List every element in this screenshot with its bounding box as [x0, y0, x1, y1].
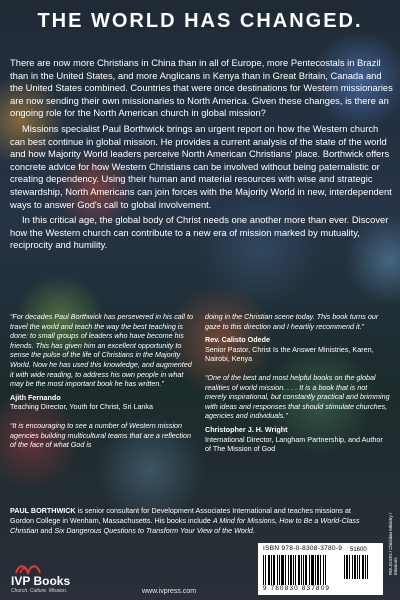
- endorser-role: Senior Pastor, Christ Is the Answer Ministries, Karen, Nairobi, Kenya: [205, 344, 374, 364]
- endorsement-quote: “One of the best and most helpful books on the global realities of world mission. . . . It is a book that is not merely inspirational, but constantly practical and brimming with ideas and responses that should stimulate churches, agencies and individuals.”: [205, 372, 390, 421]
- endorser-name: Christopher J. H. Wright: [205, 424, 288, 434]
- endorsement-quote: doing in the Christian scene today. This book turns our gaze to this direction and I heartily recommend it.”: [205, 312, 379, 331]
- category-label: RELIGION / Christian Ministry / Missions: [388, 512, 398, 575]
- endorsement-quote: “For decades Paul Borthwick has persevered in his call to travel the world and teach the way the best teaching is done: to small groups of leaders who have become his friends. This has given him an excellent opportunity to sense the pulse of the life of Christians in the Majority World. Now he has used this knowledge, and augmented it with wide reading, to address his own people in what may be the most important book he has written.”: [10, 312, 193, 389]
- endorser-name: Ajith Fernando: [10, 392, 61, 402]
- description-paragraph: In this critical age, the global body of Christ needs one another more than ever. Discover how the Western church can contribute to a new era of mission marked by mutuality, reciprocity and humility.: [10, 214, 389, 251]
- description: [10, 57, 395, 255]
- endorsements-left: [10, 312, 195, 450]
- price-code: 51600: [350, 547, 367, 553]
- endorser-role: Teaching Director, Youth for Christ, Sri Lanka: [10, 402, 154, 412]
- endorsement-quote: “It is encouraging to see a number of Western mission agencies building multicultural teams that are a reflection of the face of what God is: [10, 420, 191, 450]
- barcode: [258, 543, 383, 595]
- endorser-role: International Director, Langham Partnership, and Author of The Mission of God: [205, 434, 383, 454]
- ean-digits: 9 780830 837809: [263, 585, 331, 592]
- endorser-name: Rev. Calisto Odede: [205, 335, 270, 345]
- barcode-stripe: [325, 555, 326, 585]
- isbn: ISBN 978-0-8308-3780-9: [263, 545, 343, 552]
- publisher-tagline: Church. Culture. Mission.: [11, 588, 68, 594]
- description-paragraph: There are now more Christians in China than in all of Europe, more Pentecostals in Brazil than in the United States, and more Anglicans in Kenya than in Great Britain, Canada and the United States combined. Countries that were once destinations for Western missionaries are now sending their own missionaries to North America. Given these changes, is there an ongoing role for the North American church in global mission?: [10, 57, 393, 119]
- publisher-name: IVP Books: [11, 574, 71, 588]
- bio-text: .: [252, 526, 255, 535]
- barcode-stripe: [367, 555, 368, 579]
- price-bars: [344, 555, 378, 579]
- publisher-url: www.ivpress.com: [142, 588, 197, 595]
- author-bio: [10, 506, 370, 536]
- bio-text: is senior consultant for Development Associates International and teaches missions at Gordon College in Wenham, Massachusetts. His books include: [10, 506, 351, 525]
- bio-book-title: A Mind for Missions, How to Be a World-Class Christian: [10, 516, 360, 535]
- bio-text: and: [38, 526, 55, 535]
- endorsements-right: [205, 312, 390, 454]
- author-name: PAUL BORTHWICK: [10, 506, 76, 515]
- bio-book-title: Six Dangerous Questions to Transform Your View of the World: [54, 526, 253, 535]
- ean-bars: [263, 555, 339, 585]
- headline: THE WORLD HAS CHANGED.: [37, 10, 363, 32]
- ivp-logo-icon: [15, 562, 41, 574]
- description-paragraph: Missions specialist Paul Borthwick brings an urgent report on how the Western church can best continue in global mission. He provides a current analysis of the state of the world and how Majority World leaders perceive North American Christians' place. Borthwick offers concrete advice for how Western Christians can be involved without being paternalistic or creating dependency. Using their human and material resources with wise and strategic stewardship, North Americans can join forces with the Majority World in new, interdependent ways to answer God's call to global involvement.: [10, 122, 392, 210]
